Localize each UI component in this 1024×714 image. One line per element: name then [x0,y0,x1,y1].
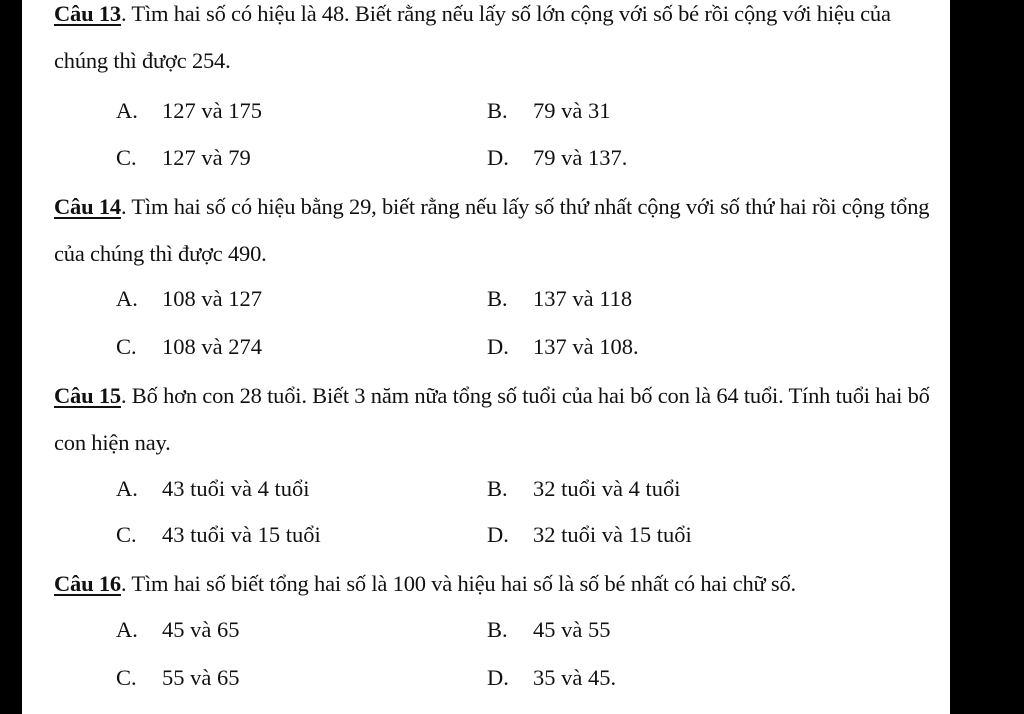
option-text: 32 tuổi và 15 tuổi [533,522,692,547]
option-13-b[interactable] [487,96,611,126]
option-text: 127 và 79 [162,145,251,170]
option-text: 108 và 127 [162,286,262,311]
document-page [22,0,950,714]
question-text: . Bố hơn con 28 tuổi. Biết 3 năm nữa tổng số tuổi của hai bố con là 64 tuổi. Tính tuổi hai bố con hiện nay. [54,383,930,455]
option-14-b[interactable] [487,284,632,314]
option-15-b[interactable] [487,474,681,504]
question-15 [54,372,934,466]
option-text: 45 và 65 [162,617,240,642]
question-number: Câu 15 [54,383,121,408]
option-text: 43 tuổi và 4 tuổi [162,476,310,501]
option-letter: A. [116,286,138,311]
option-letter: A. [116,617,138,642]
option-15-d[interactable] [487,520,692,550]
option-text: 79 và 137. [533,145,628,170]
option-letter: D. [487,522,509,547]
question-13 [54,0,934,84]
option-13-c[interactable] [116,143,251,173]
question-16 [54,560,934,607]
option-13-d[interactable] [487,143,627,173]
question-number: Câu 16 [54,571,121,596]
option-16-b[interactable] [487,615,611,645]
option-letter: A. [116,98,138,123]
option-15-c[interactable] [116,520,321,550]
option-16-d[interactable] [487,663,616,693]
option-letter: B. [487,476,508,501]
option-letter: B. [487,617,508,642]
option-text: 43 tuổi và 15 tuổi [162,522,321,547]
option-letter: C. [116,334,137,359]
option-letter: D. [487,665,509,690]
option-14-c[interactable] [116,332,262,362]
option-14-d[interactable] [487,332,639,362]
option-text: 55 và 65 [162,665,240,690]
option-letter: D. [487,145,509,170]
option-letter: C. [116,665,137,690]
option-letter: B. [487,286,508,311]
question-number: Câu 13 [54,1,121,26]
option-text: 45 và 55 [533,617,611,642]
option-text: 79 và 31 [533,98,611,123]
option-letter: D. [487,334,509,359]
question-text: . Tìm hai số có hiệu bằng 29, biết rằng nếu lấy số thứ nhất cộng với số thứ hai rồi cộng tổng của chúng thì được 490. [54,194,930,266]
option-15-a[interactable] [116,474,310,504]
option-letter: C. [116,145,137,170]
option-text: 127 và 175 [162,98,262,123]
question-text: . Tìm hai số biết tổng hai số là 100 và hiệu hai số là số bé nhất có hai chữ số. [120,571,796,596]
question-text: . Tìm hai số có hiệu là 48. Biết rằng nếu lấy số lớn cộng với số bé rồi cộng với hiệu của chúng thì được 254. [54,1,891,73]
option-text: 137 và 118 [533,286,633,311]
option-letter: B. [487,98,508,123]
option-text: 137 và 108. [533,334,639,359]
option-text: 108 và 274 [162,334,262,359]
option-text: 35 và 45. [533,665,617,690]
option-13-a[interactable] [116,96,262,126]
option-16-c[interactable] [116,663,240,693]
question-number: Câu 14 [54,194,121,219]
option-letter: C. [116,522,137,547]
option-16-a[interactable] [116,615,240,645]
option-text: 32 tuổi và 4 tuổi [533,476,681,501]
option-letter: A. [116,476,138,501]
question-14 [54,183,934,277]
option-14-a[interactable] [116,284,262,314]
